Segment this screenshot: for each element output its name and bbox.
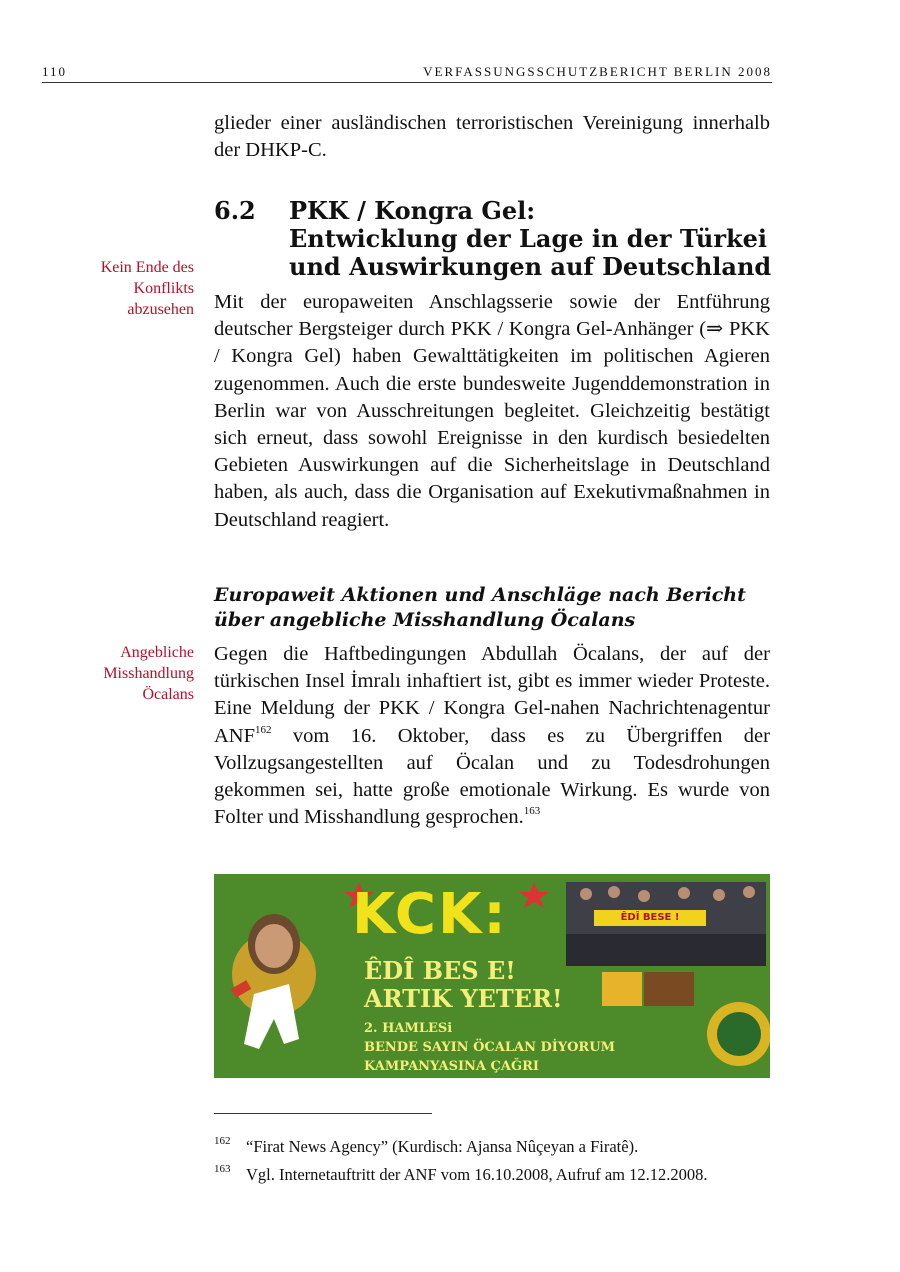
banner-headline: KCK: [352,882,508,947]
banner-line-2: ÊDÎ BES E! [364,956,516,985]
section-title [289,196,772,281]
margin-note-line: Angebliche [120,644,194,661]
margin-note-line: Öcalans [142,686,194,703]
paragraph-1: Mit der europaweiten Anschlagsserie sowie der Entführung deutscher Bergsteiger durch PKK / Kongra Gel-Anhänger (⇒ PKK / Kongra Gel) haben Gewalttätigkeiten im politischen Agieren zugenommen. Auch die erste bundesweite Jugenddemonstration in Berlin war von Ausschreitungen begleitet. Gleichzeitig bestätigt sich erneut, dass sowohl Ereignisse in den kurdisch besiedelten Gebieten Auswirkungen auf die Sicherheitslage in Deutschland haben, als auch, dass die Organisation auf Exekutivmaßnahmen in Deutschland reagiert. [214,291,770,531]
paragraph-2-part1: Gegen die Haftbedingungen Abdullah Öcalans, der auf der türkischen Insel İmralı inhaftiert ist, gibt es immer wieder Proteste. Eine Meldung der PKK / Kongra Gel-nahen Nachrichtenagentur ANF [214,643,770,747]
report-title: VERFASSUNGSSCHUTZBERICHT BERLIN 2008 [423,64,772,79]
subheading: Europaweit Aktionen und Anschläge nach Bericht über angebliche Misshandlung Öcalans [214,584,746,631]
margin-note-line: abzusehen [127,301,194,318]
footnote-text: “Firat News Agency” (Kurdisch: Ajansa Nûçeyan a Firatê). [246,1137,639,1156]
running-header [42,64,772,83]
section-title-line: Entwicklung der Lage in der Türkei [289,224,767,253]
footnote-number: 163 [214,1163,231,1175]
footnote-text: Vgl. Internetauftritt der ANF vom 16.10.2008, Aufruf am 12.12.2008. [246,1165,708,1184]
intro-paragraph: glieder einer ausländischen terroristischen Vereinigung innerhalb der DHKP-C. [214,112,770,162]
banner-line-5: BENDE SAYIN ÖCALAN DİYORUM [364,1040,615,1055]
page-number: 110 [42,64,68,79]
footnote-number: 162 [214,1135,231,1147]
paragraph-2-part2: vom 16. Oktober, dass es zu Übergriffen der Vollzugsangestellten auf Öcalan und zu Todesdrohungen gekommen sei, hatte große emotionale Wirkung. Es wurde von Folter und Misshandlung gesprochen. [214,724,770,829]
footnote-ref-163[interactable]: 163 [523,805,541,818]
margin-note-line: Misshandlung [103,665,194,682]
margin-note-mistreatment [44,642,194,705]
kck-campaign-banner [214,874,770,1078]
banner-line-3: ARTIK YETER! [364,984,563,1013]
banner-line-6: KAMPANYASINA ÇAĞRI [364,1059,539,1074]
footnote-ref-162[interactable]: 162 [255,723,272,736]
margin-note-line: Kein Ende des [100,259,194,276]
footnote-divider [214,1113,432,1114]
paragraph-2 [214,641,770,831]
section-title-line: PKK / Kongra Gel: [289,196,536,225]
section-title-line: und Auswirkungen auf Deutschland [289,252,772,281]
margin-note-conflict [44,257,194,320]
section-number: 6.2 [214,196,256,225]
banner-line-4: 2. HAMLESi [364,1021,453,1036]
margin-note-line: Konflikts [133,280,194,297]
banner-protest-sign: ÊDÎ BESE ! [594,910,706,926]
